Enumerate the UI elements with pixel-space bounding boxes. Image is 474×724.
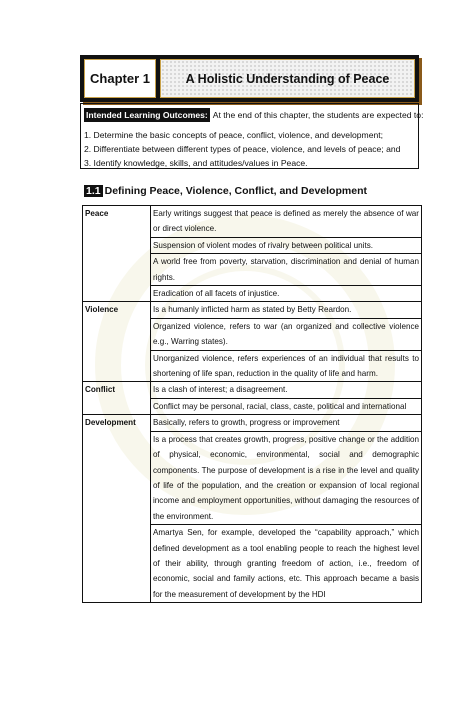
definition-cell: Is a clash of interest; a disagreement.	[151, 382, 422, 398]
definition-cell: Early writings suggest that peace is defined as merely the absence of war or direct violence.	[151, 206, 422, 238]
definition-cell: A world free from poverty, starvation, discrimination and denial of human rights.	[151, 254, 422, 286]
definition-cell: Is a humanly inflicted harm as stated by Betty Reardon.	[151, 302, 422, 318]
chapter-label: Chapter 1	[84, 59, 156, 98]
chapter-title: A Holistic Understanding of Peace	[160, 59, 415, 98]
table-row	[83, 415, 422, 431]
outcome-item: 3. Identify knowledge, skills, and attitudes/values in Peace.	[84, 158, 308, 168]
outcomes-heading: Intended Learning Outcomes:	[86, 110, 208, 120]
definition-cell: Organized violence, refers to war (an organized and collective violence e.g., Warring states).	[151, 318, 422, 350]
table-row	[83, 206, 422, 238]
definition-cell: Suspension of violent modes of rivalry between political units.	[151, 237, 422, 253]
definition-cell: Eradication of all facets of injustice.	[151, 286, 422, 302]
table-row	[83, 302, 422, 318]
table-row	[83, 382, 422, 398]
term-cell-conflict: Conflict	[83, 382, 151, 415]
definition-cell: Conflict may be personal, racial, class, caste, political and international	[151, 398, 422, 414]
outcomes-intro: At the end of this chapter, the students are expected to:	[212, 110, 424, 120]
definition-cell: Unorganized violence, refers experiences of an individual that results to shortening of life span, reduction in the quality of life and harm.	[151, 350, 422, 382]
outcome-item: 2. Differentiate between different types of peace, violence, and levels of peace; and	[84, 144, 401, 154]
definition-cell: Amartya Sen, for example, developed the “capability approach,” which defined development as a tool enabling people to reach the highest level of their ability, through granting freedom of action, i.e., freedom of economic, social and family actions, etc. This approach became a basis for the measurement of development by the HDI	[151, 525, 422, 603]
section-heading	[84, 185, 367, 197]
outcomes-list	[84, 128, 415, 170]
section-title: Defining Peace, Violence, Conflict, and Development	[104, 185, 367, 197]
term-cell-violence: Violence	[83, 302, 151, 382]
learning-outcomes-box	[80, 103, 424, 169]
outcome-item: 1. Determine the basic concepts of peace, conflict, violence, and development;	[84, 130, 384, 140]
term-cell-development: Development	[83, 415, 151, 603]
definitions-table	[82, 205, 422, 603]
definition-cell: Is a process that creates growth, progress, positive change or the addition of physical, economic, environmental, social and demographic components. The purpose of development is a rise in the level and quality of life of the population, and the creation or expansion of local regional income and employment opportunities, without damaging the resources of the environment.	[151, 431, 422, 524]
section-number: 1.1	[86, 185, 101, 197]
definition-cell: Basically, refers to growth, progress or improvement	[151, 415, 422, 431]
term-cell-peace: Peace	[83, 206, 151, 302]
outcomes-heading-row	[84, 108, 424, 122]
